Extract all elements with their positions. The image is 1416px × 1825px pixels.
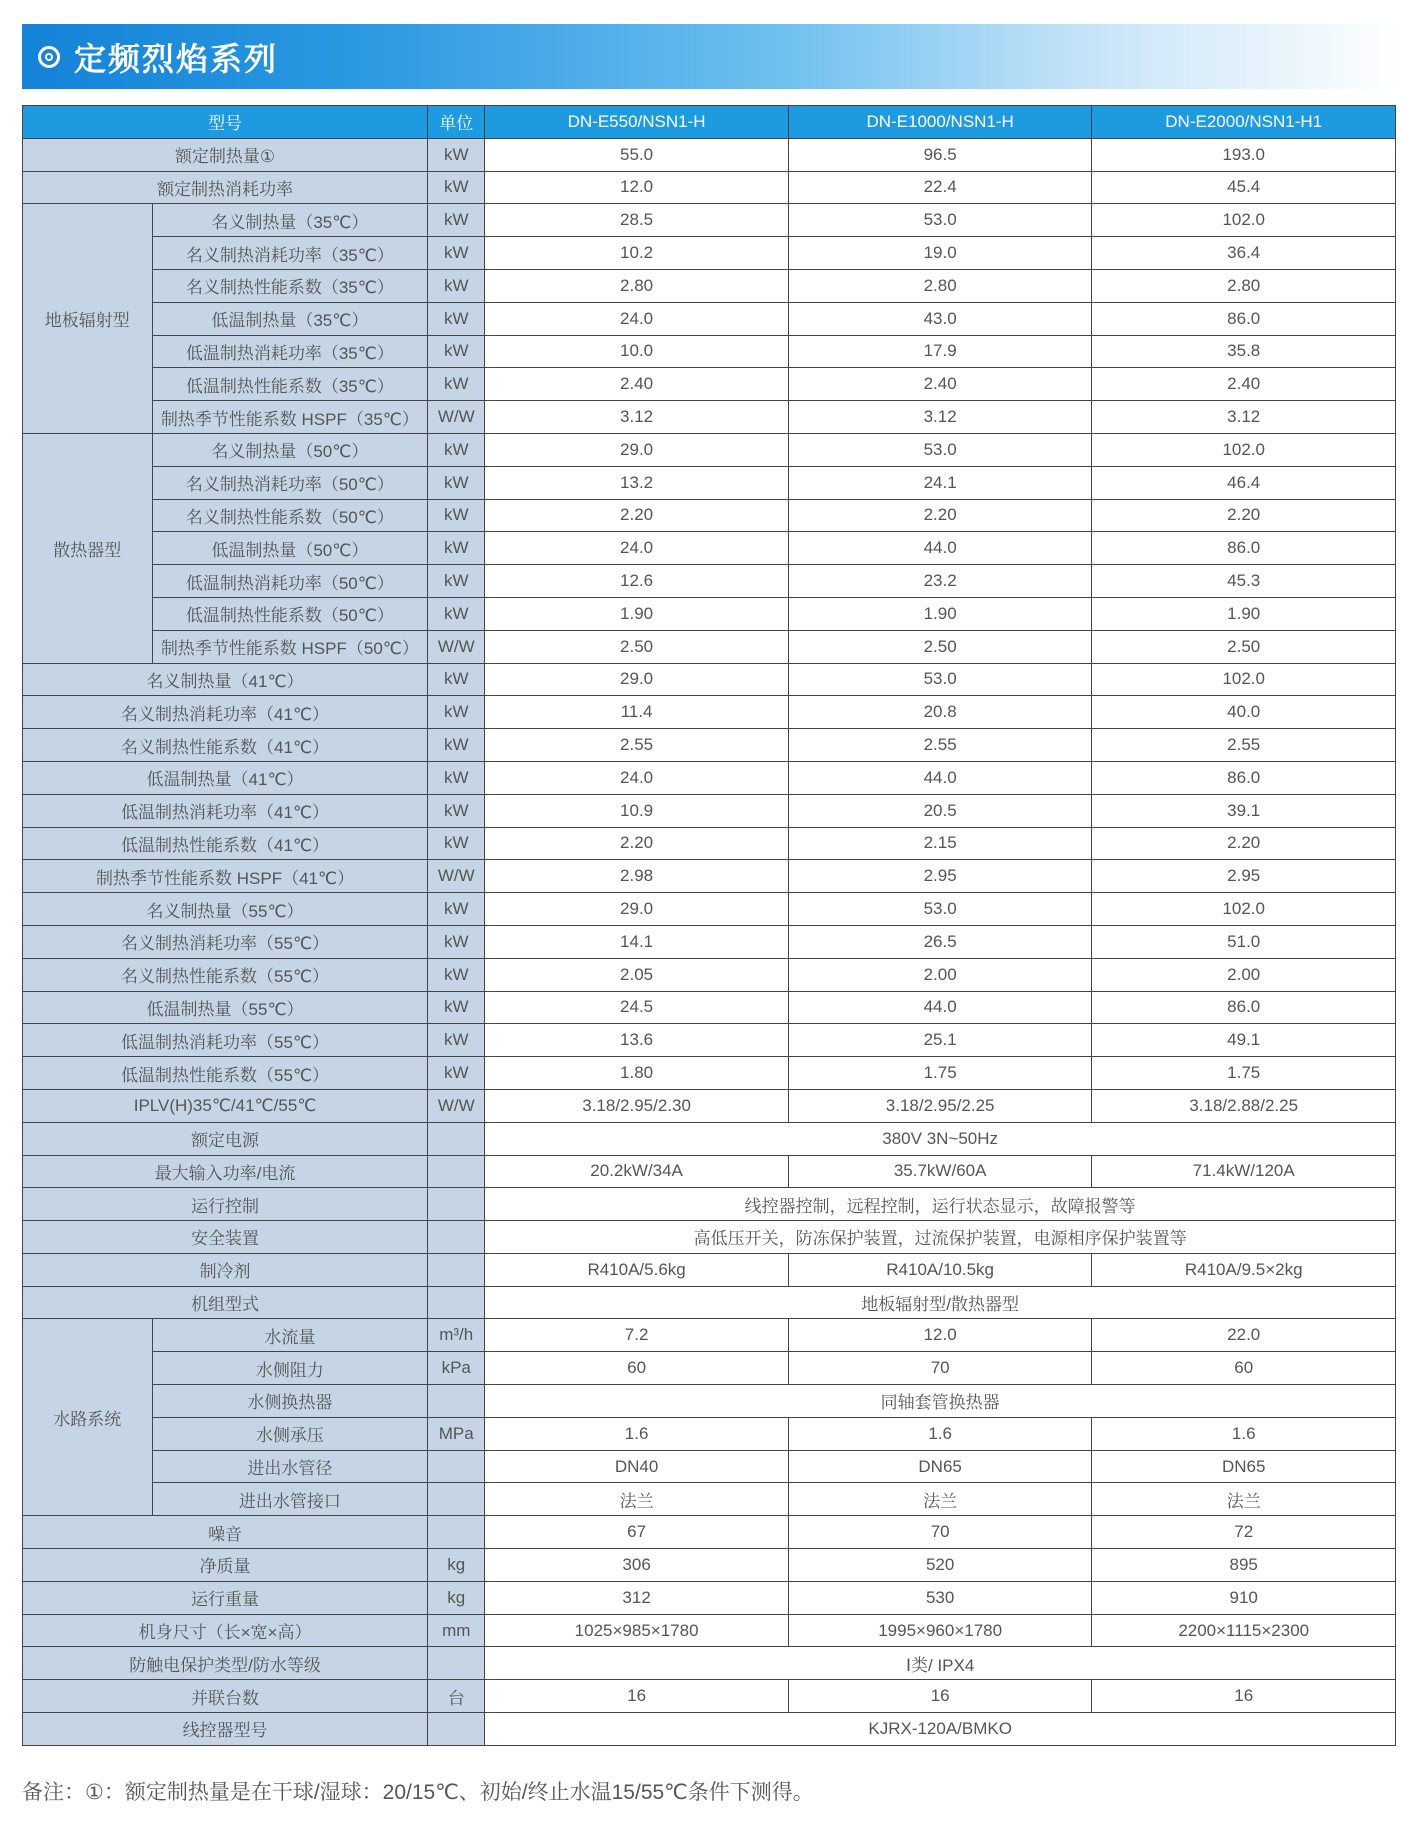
table-row: [23, 1253, 1396, 1286]
row-label: IPLV(H)35℃/41℃/55℃: [23, 1089, 428, 1122]
table-row: [23, 958, 1396, 991]
row-unit: kW: [428, 466, 485, 499]
table-row: [23, 1385, 1396, 1418]
row-value-3: 39.1: [1092, 794, 1396, 827]
row-label: 额定制热量①: [23, 138, 428, 171]
row-value-2: 53.0: [788, 204, 1092, 237]
row-value-2: 1.6: [788, 1417, 1092, 1450]
row-value-3: 2.00: [1092, 958, 1396, 991]
row-unit: kW: [428, 794, 485, 827]
row-label: 制热季节性能系数 HSPF（35℃）: [152, 401, 428, 434]
row-label: 名义制热消耗功率（50℃）: [152, 466, 428, 499]
table-row: [23, 1122, 1396, 1155]
row-value-2: 20.5: [788, 794, 1092, 827]
row-unit: kW: [428, 958, 485, 991]
table-row: [23, 597, 1396, 630]
section-title: 定频烈焰系列: [74, 40, 279, 77]
row-label: 名义制热量（41℃）: [23, 663, 428, 696]
row-unit: kW: [428, 532, 485, 565]
row-value-3: 法兰: [1092, 1483, 1396, 1516]
row-value-2: 20.8: [788, 696, 1092, 729]
row-value-3: 35.8: [1092, 335, 1396, 368]
row-value-1: 10.9: [485, 794, 789, 827]
table-row: [23, 925, 1396, 958]
table-row: [23, 630, 1396, 663]
row-value-2: 法兰: [788, 1483, 1092, 1516]
row-value-3: 86.0: [1092, 302, 1396, 335]
row-value-3: 72: [1092, 1516, 1396, 1549]
row-label: 低温制热性能系数（50℃）: [152, 597, 428, 630]
row-value-1: 55.0: [485, 138, 789, 171]
row-value-3: 2.20: [1092, 499, 1396, 532]
row-value-3: 3.12: [1092, 401, 1396, 434]
row-label: 低温制热消耗功率（35℃）: [152, 335, 428, 368]
row-value-2: 25.1: [788, 1024, 1092, 1057]
row-label: 额定制热消耗功率: [23, 171, 428, 204]
row-group-label: 散热器型: [23, 433, 153, 663]
row-unit: m³/h: [428, 1319, 485, 1352]
row-value-3: 86.0: [1092, 761, 1396, 794]
row-label: 水侧换热器: [152, 1385, 428, 1418]
row-value-3: 102.0: [1092, 433, 1396, 466]
row-value-1: 2.55: [485, 729, 789, 762]
row-label: 低温制热消耗功率（55℃）: [23, 1024, 428, 1057]
row-value-1: 20.2kW/34A: [485, 1155, 789, 1188]
spec-table: [22, 105, 1396, 1746]
row-label: 名义制热消耗功率（35℃）: [152, 237, 428, 270]
row-value-2: 19.0: [788, 237, 1092, 270]
row-label: 低温制热消耗功率（50℃）: [152, 565, 428, 598]
row-value-3: R410A/9.5×2kg: [1092, 1253, 1396, 1286]
header-model-2: DN-E1000/NSN1-H: [788, 106, 1092, 139]
row-label: 低温制热量（35℃）: [152, 302, 428, 335]
row-value-1: 24.5: [485, 991, 789, 1024]
table-row: [23, 237, 1396, 270]
row-unit: kW: [428, 991, 485, 1024]
row-value-2: 2.50: [788, 630, 1092, 663]
row-label: 噪音: [23, 1516, 428, 1549]
row-label: 低温制热性能系数（35℃）: [152, 368, 428, 401]
table-row: [23, 1450, 1396, 1483]
row-unit: kW: [428, 1057, 485, 1090]
row-value-1: 24.0: [485, 302, 789, 335]
row-unit: kW: [428, 597, 485, 630]
table-row: [23, 1549, 1396, 1582]
row-value-1: 2.98: [485, 860, 789, 893]
row-value-2: 1.90: [788, 597, 1092, 630]
table-row: [23, 1614, 1396, 1647]
row-value-1: 29.0: [485, 893, 789, 926]
row-value-3: 2.55: [1092, 729, 1396, 762]
row-unit: W/W: [428, 630, 485, 663]
row-value-3: 40.0: [1092, 696, 1396, 729]
row-label: 制热季节性能系数 HSPF（41℃）: [23, 860, 428, 893]
double-circle-icon: [38, 46, 60, 68]
row-unit: [428, 1221, 485, 1254]
row-value-1: 16: [485, 1680, 789, 1713]
row-value-1: 2.20: [485, 827, 789, 860]
row-unit: [428, 1385, 485, 1418]
table-row: [23, 663, 1396, 696]
section-banner: [22, 24, 1402, 89]
row-label: 名义制热消耗功率（55℃）: [23, 925, 428, 958]
table-row: [23, 1024, 1396, 1057]
row-value-3: 2.95: [1092, 860, 1396, 893]
table-row: [23, 171, 1396, 204]
row-value-merged: KJRX-120A/BMKO: [485, 1713, 1396, 1746]
row-label: 低温制热量（41℃）: [23, 761, 428, 794]
row-value-1: 3.18/2.95/2.30: [485, 1089, 789, 1122]
row-value-merged: 地板辐射型/散热器型: [485, 1286, 1396, 1319]
table-row: [23, 827, 1396, 860]
row-unit: [428, 1713, 485, 1746]
row-value-1: R410A/5.6kg: [485, 1253, 789, 1286]
row-value-3: 45.4: [1092, 171, 1396, 204]
row-value-3: 2.20: [1092, 827, 1396, 860]
row-unit: [428, 1188, 485, 1221]
row-value-3: 71.4kW/120A: [1092, 1155, 1396, 1188]
row-unit: kW: [428, 302, 485, 335]
row-unit: kW: [428, 761, 485, 794]
row-value-3: 2.80: [1092, 269, 1396, 302]
row-unit: kW: [428, 663, 485, 696]
row-value-3: 36.4: [1092, 237, 1396, 270]
table-row: [23, 860, 1396, 893]
row-unit: mm: [428, 1614, 485, 1647]
row-value-1: 24.0: [485, 761, 789, 794]
table-row: [23, 729, 1396, 762]
table-row: [23, 1713, 1396, 1746]
row-value-1: 306: [485, 1549, 789, 1582]
row-value-3: 46.4: [1092, 466, 1396, 499]
row-value-3: 102.0: [1092, 204, 1396, 237]
row-label: 最大输入功率/电流: [23, 1155, 428, 1188]
row-value-1: 12.0: [485, 171, 789, 204]
row-value-1: DN40: [485, 1450, 789, 1483]
row-unit: [428, 1483, 485, 1516]
row-value-1: 1.90: [485, 597, 789, 630]
row-value-2: 70: [788, 1516, 1092, 1549]
row-value-3: 45.3: [1092, 565, 1396, 598]
row-unit: [428, 1647, 485, 1680]
row-value-3: 910: [1092, 1581, 1396, 1614]
row-value-2: 22.4: [788, 171, 1092, 204]
row-value-2: 2.40: [788, 368, 1092, 401]
row-value-1: 14.1: [485, 925, 789, 958]
row-value-1: 29.0: [485, 663, 789, 696]
row-value-1: 13.2: [485, 466, 789, 499]
row-value-2: 53.0: [788, 433, 1092, 466]
row-label: 运行重量: [23, 1581, 428, 1614]
row-unit: W/W: [428, 1089, 485, 1122]
row-unit: [428, 1253, 485, 1286]
table-row: [23, 466, 1396, 499]
row-value-2: 2.20: [788, 499, 1092, 532]
row-label: 额定电源: [23, 1122, 428, 1155]
row-value-2: 35.7kW/60A: [788, 1155, 1092, 1188]
row-value-2: 53.0: [788, 893, 1092, 926]
row-label: 水流量: [152, 1319, 428, 1352]
row-group-label: 水路系统: [23, 1319, 153, 1516]
row-label: 名义制热性能系数（50℃）: [152, 499, 428, 532]
table-row: [23, 1680, 1396, 1713]
header-unit-label: 单位: [428, 106, 485, 139]
row-label: 进出水管接口: [152, 1483, 428, 1516]
row-value-2: 1.75: [788, 1057, 1092, 1090]
row-value-3: 1.6: [1092, 1417, 1396, 1450]
row-value-1: 法兰: [485, 1483, 789, 1516]
row-unit: kW: [428, 893, 485, 926]
row-value-2: 70: [788, 1352, 1092, 1385]
row-value-2: 2.55: [788, 729, 1092, 762]
table-row: [23, 1057, 1396, 1090]
row-value-1: 10.0: [485, 335, 789, 368]
row-unit: kW: [428, 368, 485, 401]
row-value-merged: 线控器控制，远程控制，运行状态显示，故障报警等: [485, 1188, 1396, 1221]
row-value-1: 2.80: [485, 269, 789, 302]
row-value-3: 16: [1092, 1680, 1396, 1713]
row-unit: MPa: [428, 1417, 485, 1450]
row-label: 并联台数: [23, 1680, 428, 1713]
row-label: 名义制热量（50℃）: [152, 433, 428, 466]
row-unit: kW: [428, 565, 485, 598]
header-model-label: 型号: [23, 106, 428, 139]
row-unit: [428, 1516, 485, 1549]
table-row: [23, 138, 1396, 171]
table-row: [23, 1286, 1396, 1319]
row-unit: 台: [428, 1680, 485, 1713]
table-row: [23, 499, 1396, 532]
table-row: [23, 1155, 1396, 1188]
row-value-3: 193.0: [1092, 138, 1396, 171]
table-row: [23, 565, 1396, 598]
table-row: [23, 893, 1396, 926]
table-row: [23, 1516, 1396, 1549]
row-value-1: 2.40: [485, 368, 789, 401]
row-value-3: 86.0: [1092, 532, 1396, 565]
row-value-2: 12.0: [788, 1319, 1092, 1352]
row-unit: kW: [428, 433, 485, 466]
table-row: [23, 269, 1396, 302]
row-unit: kW: [428, 696, 485, 729]
row-value-1: 1.80: [485, 1057, 789, 1090]
row-unit: [428, 1155, 485, 1188]
row-label: 低温制热量（50℃）: [152, 532, 428, 565]
row-unit: kPa: [428, 1352, 485, 1385]
row-unit: kW: [428, 729, 485, 762]
row-value-3: DN65: [1092, 1450, 1396, 1483]
row-value-1: 1.6: [485, 1417, 789, 1450]
table-row: [23, 401, 1396, 434]
table-row: [23, 761, 1396, 794]
row-value-1: 2.50: [485, 630, 789, 663]
row-value-1: 2.05: [485, 958, 789, 991]
row-value-3: 22.0: [1092, 1319, 1396, 1352]
row-value-2: 2.00: [788, 958, 1092, 991]
row-unit: [428, 1286, 485, 1319]
row-label: 防触电保护类型/防水等级: [23, 1647, 428, 1680]
row-value-2: 17.9: [788, 335, 1092, 368]
row-value-1: 3.12: [485, 401, 789, 434]
row-label: 净质量: [23, 1549, 428, 1582]
footnote: 备注：①：额定制热量是在干球/湿球：20/15℃、初始/终止水温15/55℃条件下测得。: [22, 1781, 814, 1804]
table-row: [23, 1483, 1396, 1516]
row-label: 低温制热性能系数（41℃）: [23, 827, 428, 860]
row-value-2: 96.5: [788, 138, 1092, 171]
row-value-3: 895: [1092, 1549, 1396, 1582]
row-group-label: 地板辐射型: [23, 204, 153, 434]
table-row: [23, 1417, 1396, 1450]
row-unit: kW: [428, 237, 485, 270]
row-label: 安全装置: [23, 1221, 428, 1254]
row-value-1: 312: [485, 1581, 789, 1614]
row-value-1: 11.4: [485, 696, 789, 729]
row-unit: kW: [428, 138, 485, 171]
row-value-2: 520: [788, 1549, 1092, 1582]
row-value-2: 44.0: [788, 991, 1092, 1024]
row-unit: kW: [428, 499, 485, 532]
row-value-merged: 高低压开关，防冻保护装置，过流保护装置，电源相序保护装置等: [485, 1221, 1396, 1254]
row-value-2: 53.0: [788, 663, 1092, 696]
header-model-1: DN-E550/NSN1-H: [485, 106, 789, 139]
row-label: 名义制热性能系数（55℃）: [23, 958, 428, 991]
row-value-2: 3.18/2.95/2.25: [788, 1089, 1092, 1122]
table-row: [23, 335, 1396, 368]
row-unit: kW: [428, 925, 485, 958]
row-value-3: 49.1: [1092, 1024, 1396, 1057]
row-value-1: 13.6: [485, 1024, 789, 1057]
row-value-3: 2200×1115×2300: [1092, 1614, 1396, 1647]
table-row: [23, 1319, 1396, 1352]
row-label: 线控器型号: [23, 1713, 428, 1746]
header-model-3: DN-E2000/NSN1-H1: [1092, 106, 1396, 139]
table-row: [23, 696, 1396, 729]
table-row: [23, 1188, 1396, 1221]
row-label: 运行控制: [23, 1188, 428, 1221]
row-value-2: 24.1: [788, 466, 1092, 499]
row-value-1: 67: [485, 1516, 789, 1549]
row-unit: kg: [428, 1549, 485, 1582]
row-value-2: 3.12: [788, 401, 1092, 434]
row-label: 水侧承压: [152, 1417, 428, 1450]
row-value-2: 26.5: [788, 925, 1092, 958]
row-value-1: 2.20: [485, 499, 789, 532]
row-value-merged: 380V 3N~50Hz: [485, 1122, 1396, 1155]
row-label: 名义制热量（55℃）: [23, 893, 428, 926]
row-unit: kW: [428, 204, 485, 237]
row-value-3: 102.0: [1092, 893, 1396, 926]
table-row: [23, 302, 1396, 335]
table-row: [23, 1089, 1396, 1122]
row-value-1: 29.0: [485, 433, 789, 466]
row-value-3: 51.0: [1092, 925, 1396, 958]
row-value-2: 2.15: [788, 827, 1092, 860]
row-value-1: 7.2: [485, 1319, 789, 1352]
row-value-2: R410A/10.5kg: [788, 1253, 1092, 1286]
row-label: 机身尺寸（长×宽×高）: [23, 1614, 428, 1647]
row-value-2: 530: [788, 1581, 1092, 1614]
row-value-3: 3.18/2.88/2.25: [1092, 1089, 1396, 1122]
row-unit: kg: [428, 1581, 485, 1614]
row-label: 制热季节性能系数 HSPF（50℃）: [152, 630, 428, 663]
row-unit: kW: [428, 171, 485, 204]
row-label: 进出水管径: [152, 1450, 428, 1483]
row-label: 制冷剂: [23, 1253, 428, 1286]
table-row: [23, 1352, 1396, 1385]
table-row: [23, 1221, 1396, 1254]
row-value-3: 86.0: [1092, 991, 1396, 1024]
row-unit: [428, 1122, 485, 1155]
row-value-1: 12.6: [485, 565, 789, 598]
row-value-3: 2.50: [1092, 630, 1396, 663]
row-value-1: 60: [485, 1352, 789, 1385]
table-row: [23, 794, 1396, 827]
row-value-2: 23.2: [788, 565, 1092, 598]
table-row: [23, 532, 1396, 565]
table-body: [23, 138, 1396, 1745]
row-value-1: 24.0: [485, 532, 789, 565]
table-row: [23, 433, 1396, 466]
row-value-3: 102.0: [1092, 663, 1396, 696]
row-value-2: 2.95: [788, 860, 1092, 893]
table-row: [23, 991, 1396, 1024]
row-value-3: 1.75: [1092, 1057, 1396, 1090]
table-row: [23, 204, 1396, 237]
row-value-merged: 同轴套管换热器: [485, 1385, 1396, 1418]
table-row: [23, 368, 1396, 401]
row-value-2: 44.0: [788, 532, 1092, 565]
row-label: 机组型式: [23, 1286, 428, 1319]
row-label: 名义制热量（35℃）: [152, 204, 428, 237]
row-value-2: 1995×960×1780: [788, 1614, 1092, 1647]
row-value-2: 16: [788, 1680, 1092, 1713]
row-label: 低温制热量（55℃）: [23, 991, 428, 1024]
row-value-2: 43.0: [788, 302, 1092, 335]
row-unit: kW: [428, 1024, 485, 1057]
row-value-1: 1025×985×1780: [485, 1614, 789, 1647]
row-label: 名义制热消耗功率（41℃）: [23, 696, 428, 729]
row-label: 名义制热性能系数（41℃）: [23, 729, 428, 762]
row-value-2: 44.0: [788, 761, 1092, 794]
row-unit: kW: [428, 269, 485, 302]
row-unit: kW: [428, 827, 485, 860]
row-value-3: 2.40: [1092, 368, 1396, 401]
row-value-1: 28.5: [485, 204, 789, 237]
table-header-row: [23, 106, 1396, 139]
row-value-3: 1.90: [1092, 597, 1396, 630]
row-label: 低温制热消耗功率（41℃）: [23, 794, 428, 827]
row-unit: W/W: [428, 860, 485, 893]
row-unit: [428, 1450, 485, 1483]
row-label: 名义制热性能系数（35℃）: [152, 269, 428, 302]
row-label: 水侧阻力: [152, 1352, 428, 1385]
table-row: [23, 1647, 1396, 1680]
row-value-3: 60: [1092, 1352, 1396, 1385]
table-row: [23, 1581, 1396, 1614]
row-unit: W/W: [428, 401, 485, 434]
row-value-2: 2.80: [788, 269, 1092, 302]
row-value-2: DN65: [788, 1450, 1092, 1483]
row-label: 低温制热性能系数（55℃）: [23, 1057, 428, 1090]
row-value-merged: Ⅰ类/ IPX4: [485, 1647, 1396, 1680]
row-unit: kW: [428, 335, 485, 368]
row-value-1: 10.2: [485, 237, 789, 270]
